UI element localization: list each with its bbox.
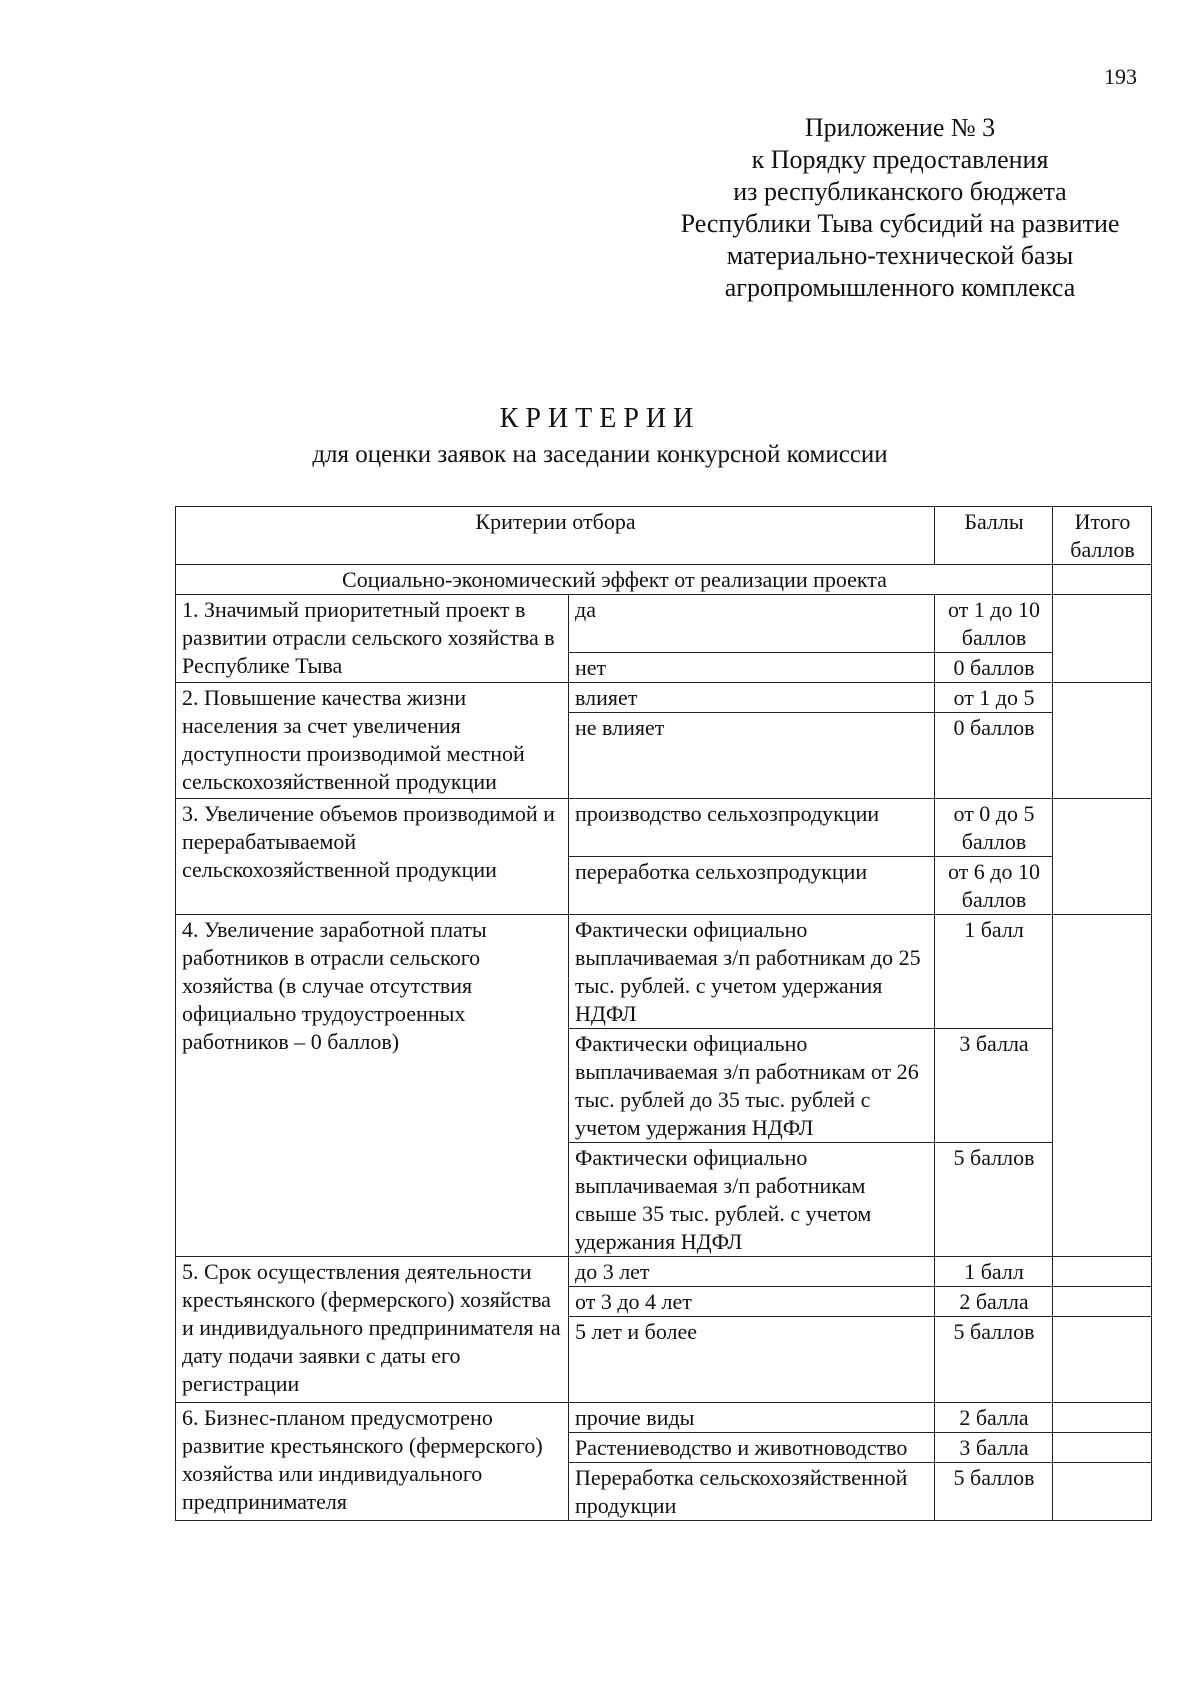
option-cell: Растениеводство и животноводство: [569, 1433, 935, 1463]
criteria-table: [175, 506, 1152, 1521]
option-cell: прочие виды: [569, 1403, 935, 1433]
appendix-line: из республиканского бюджета: [733, 177, 1067, 206]
option-cell: переработка сельхозпродукции: [569, 857, 935, 915]
points-cell: от 1 до 10 баллов: [935, 595, 1053, 653]
points-cell: 1 балл: [935, 1257, 1053, 1287]
table-row: [176, 1257, 1152, 1287]
total-cell: [1053, 1257, 1152, 1287]
option-cell: Фактически официально выплачиваемая з/п работникам свыше 35 тыс. рублей. с учетом удержания НДФЛ: [569, 1143, 935, 1257]
section-title: Социально-экономический эффект от реализации проекта: [176, 565, 1053, 595]
option-cell: нет: [569, 653, 935, 683]
criterion-cell: 2. Повышение качества жизни населения за счет увеличения доступности производимой местной сельскохозяйственной продукции: [176, 683, 569, 799]
total-cell: [1053, 1287, 1152, 1317]
points-cell: 3 балла: [935, 1029, 1053, 1143]
points-cell: 2 балла: [935, 1287, 1053, 1317]
appendix-line: Приложение № 3: [804, 113, 996, 142]
points-cell: 5 баллов: [935, 1143, 1053, 1257]
section-row: [176, 565, 1152, 595]
header-points: Баллы: [935, 507, 1053, 565]
option-cell: да: [569, 595, 935, 653]
option-cell: производство сельхозпродукции: [569, 799, 935, 857]
total-cell: [1053, 1403, 1152, 1433]
option-cell: 5 лет и более: [569, 1317, 935, 1403]
points-cell: от 6 до 10 баллов: [935, 857, 1053, 915]
header-criteria: Критерии отбора: [176, 507, 935, 565]
points-cell: 5 баллов: [935, 1463, 1053, 1521]
criterion-cell: 5. Срок осуществления деятельности крестьянского (фермерского) хозяйства и индивидуального предпринимателя на дату подачи заявки с даты его регистрации: [176, 1257, 569, 1403]
criterion-cell: 6. Бизнес-планом предусмотрено развитие крестьянского (фермерского) хозяйства или индивидуального предпринимателя: [176, 1403, 569, 1521]
table-row: [176, 915, 1152, 1029]
total-cell: [1053, 595, 1152, 683]
document-subtitle: для оценки заявок на заседании конкурсной комиссии: [312, 441, 888, 468]
points-cell: 0 баллов: [935, 653, 1053, 683]
total-cell: [1053, 1433, 1152, 1463]
document-title: КРИТЕРИИ: [499, 403, 701, 434]
option-cell: влияет: [569, 683, 935, 713]
appendix-line: Республики Тыва субсидий на развитие: [680, 209, 1120, 238]
option-cell: до 3 лет: [569, 1257, 935, 1287]
appendix-line: агропромышленного комплекса: [724, 273, 1076, 302]
points-cell: от 1 до 5: [935, 683, 1053, 713]
table-row: [176, 799, 1152, 857]
total-cell: [1053, 683, 1152, 799]
option-cell: Фактически официально выплачиваемая з/п работникам от 26 тыс. рублей до 35 тыс. рублей с учетом удержания НДФЛ: [569, 1029, 935, 1143]
points-cell: 0 баллов: [935, 713, 1053, 799]
header-total: Итого баллов: [1053, 507, 1152, 565]
total-cell: [1053, 915, 1152, 1257]
points-cell: 1 балл: [935, 915, 1053, 1029]
page-number: 193: [1104, 64, 1137, 89]
table-header-row: [176, 507, 1152, 565]
points-cell: 5 баллов: [935, 1317, 1053, 1403]
table-row: [176, 1403, 1152, 1433]
option-cell: от 3 до 4 лет: [569, 1287, 935, 1317]
appendix-block: [640, 112, 1160, 304]
total-cell: [1053, 799, 1152, 915]
section-total-cell: [1053, 565, 1152, 595]
option-cell: Переработка сельскохозяйственной продукции: [569, 1463, 935, 1521]
table-row: [176, 595, 1152, 653]
criterion-cell: 3. Увеличение объемов производимой и перерабатываемой сельскохозяйственной продукции: [176, 799, 569, 915]
option-cell: Фактически официально выплачиваемая з/п работникам до 25 тыс. рублей. с учетом удержания НДФЛ: [569, 915, 935, 1029]
appendix-line: к Порядку предоставления: [751, 145, 1049, 174]
option-cell: не влияет: [569, 713, 935, 799]
total-cell: [1053, 1463, 1152, 1521]
table-row: [176, 683, 1152, 713]
points-cell: 2 балла: [935, 1403, 1053, 1433]
appendix-line: материально-технической базы: [726, 241, 1074, 270]
points-cell: от 0 до 5 баллов: [935, 799, 1053, 857]
criterion-cell: 4. Увеличение заработной платы работников в отрасли сельского хозяйства (в случае отсутствия официально трудоустроенных работников – 0 баллов): [176, 915, 569, 1257]
points-cell: 3 балла: [935, 1433, 1053, 1463]
total-cell: [1053, 1317, 1152, 1403]
criterion-cell: 1. Значимый приоритетный проект в развитии отрасли сельского хозяйства в Республике Тыва: [176, 595, 569, 683]
